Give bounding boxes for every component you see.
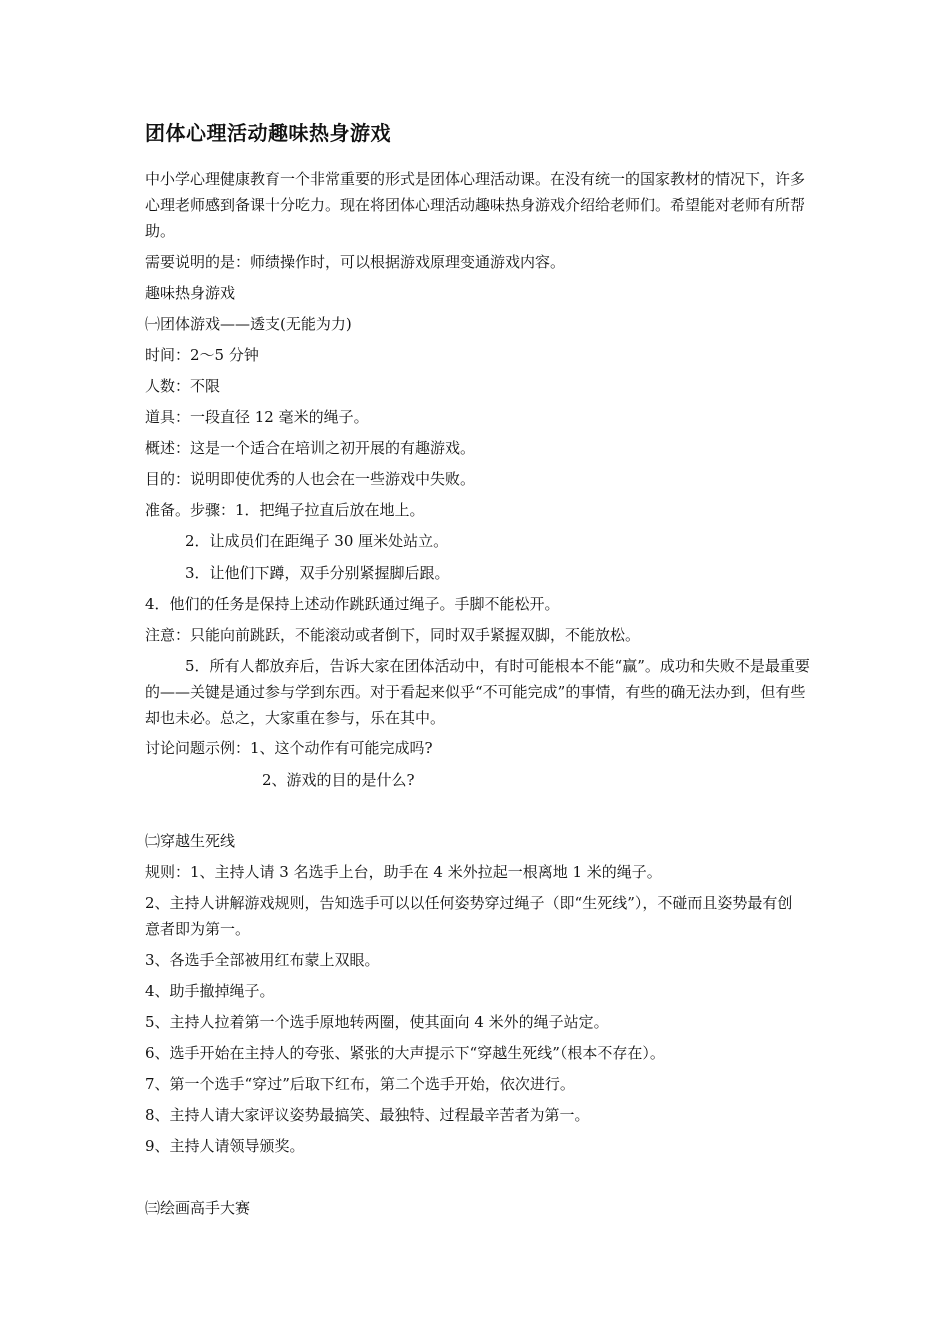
game1-step: 3．让他们下蹲，双手分别紧握脚后跟。	[185, 564, 450, 582]
intro-note: 需要说明的是：师绩操作时，可以根据游戏原理变通游戏内容。	[145, 253, 566, 271]
game1-step: 2．让成员们在距绳子 30 厘米处站立。	[185, 532, 449, 550]
game3-heading: ㈢绘画高手大赛	[145, 1199, 251, 1217]
document-page	[145, 0, 885, 1344]
game1-note: 注意：只能向前跳跃，不能滚动或者倒下，同时双手紧握双脚，不能放松。	[145, 626, 641, 644]
game1-purpose: 目的：说明即使优秀的人也会在一些游戏中失败。	[145, 470, 476, 488]
game2-rule: 8、主持人请大家评议姿势最搞笑、最独特、过程最辛苦者为第一。	[145, 1106, 590, 1124]
game2-rule: 规则：1、主持人请 3 名选手上台，助手在 4 米外拉起一根离地 1 米的绳子。	[145, 863, 662, 881]
intro-paragraph-line: 心理老师感到备课十分吃力。现在将团体心理活动趣味热身游戏介绍给老师们。希望能对老师有所帮	[145, 196, 806, 214]
game1-props: 道具：一段直径 12 毫米的绳子。	[145, 408, 369, 426]
game2-rule: 4、助手撤掉绳子。	[145, 982, 275, 1000]
game1-time: 时间：2～5 分钟	[145, 346, 259, 364]
game1-step: 却也未必。总之，大家重在参与，乐在其中。	[145, 709, 446, 727]
game1-discussion: 2、游戏的目的是什么?	[262, 771, 415, 789]
game1-step: 准备。步骤：1．把绳子拉直后放在地上。	[145, 501, 425, 519]
intro-paragraph-line: 中小学心理健康教育一个非常重要的形式是团体心理活动课。在没有统一的国家教材的情况下，许多	[145, 170, 806, 188]
game1-heading: ㈠团体游戏——透支(无能为力)	[145, 315, 352, 333]
game2-rule: 6、选手开始在主持人的夸张、紧张的大声提示下“穿越生死线”（根本不存在）。	[145, 1044, 665, 1062]
game2-rule: 2、主持人讲解游戏规则，告知选手可以以任何姿势穿过绳子（即“生死线”），不碰而且姿势最有创	[145, 894, 793, 912]
game1-step: 5．所有人都放弃后，告诉大家在团体活动中，有时可能根本不能“赢”。成功和失败不是最重要	[185, 657, 810, 675]
game2-rule: 意者即为第一。	[145, 920, 251, 938]
game2-rule: 3、各选手全部被用红布蒙上双眼。	[145, 951, 380, 969]
game2-heading: ㈡穿越生死线	[145, 832, 236, 850]
game1-overview: 概述：这是一个适合在培训之初开展的有趣游戏。	[145, 439, 476, 457]
game1-people: 人数：不限	[145, 377, 221, 395]
intro-paragraph-line: 助。	[145, 222, 176, 240]
game2-rule: 9、主持人请领导颁奖。	[145, 1137, 305, 1155]
game2-rule: 7、第一个选手“穿过”后取下红布，第二个选手开始，依次进行。	[145, 1075, 575, 1093]
game1-discussion: 讨论问题示例：1、这个动作有可能完成吗?	[145, 739, 433, 757]
game2-rule: 5、主持人拉着第一个选手原地转两圈，使其面向 4 米外的绳子站定。	[145, 1013, 609, 1031]
game1-step: 4．他们的任务是保持上述动作跳跃通过绳子。手脚不能松开。	[145, 595, 560, 613]
section-label: 趣味热身游戏	[145, 284, 236, 302]
game1-step: 的——关键是通过参与学到东西。对于看起来似乎“不可能完成”的事情，有些的确无法办到，但有些	[145, 683, 806, 701]
document-title: 团体心理活动趣味热身游戏	[145, 121, 391, 145]
